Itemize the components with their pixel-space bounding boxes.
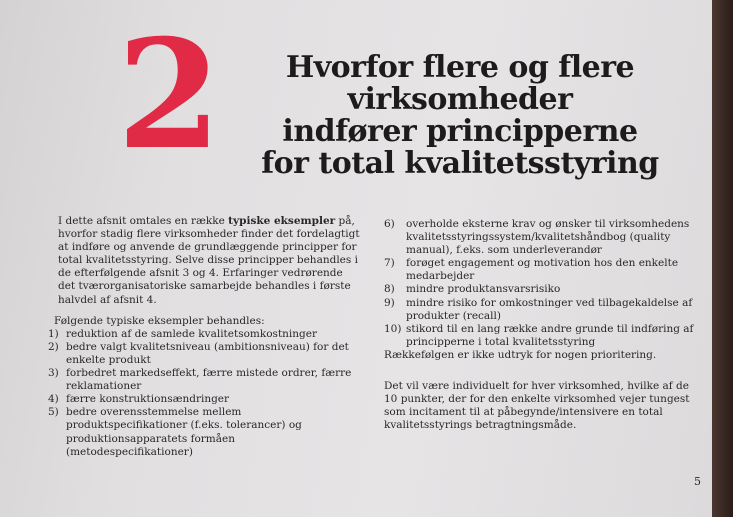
list-item <box>384 297 704 323</box>
item-number: 10) <box>384 322 402 335</box>
list-item <box>384 257 704 283</box>
intro-paragraph <box>58 215 363 307</box>
list-item <box>384 218 704 257</box>
left-column <box>48 215 363 459</box>
list-item <box>48 341 363 367</box>
item-number: 9) <box>384 296 395 309</box>
item-number: 1) <box>48 327 59 340</box>
intro-bold: typiske eksempler <box>228 215 336 227</box>
item-number: 8) <box>384 283 395 296</box>
item-text: bedre overensstemmelse mellem produktspecifikationer (f.eks. tolerancer) og produktionsapparatets formåen (metodespecifikationer) <box>66 406 302 458</box>
item-text: mindre risiko for omkostninger ved tilbagekaldelse af produkter (recall) <box>406 296 693 322</box>
book-edge <box>712 0 733 517</box>
title-line: for total kvalitetsstyring <box>261 146 659 181</box>
item-number: 3) <box>48 367 59 380</box>
list-item <box>48 393 363 406</box>
list-item <box>48 406 363 458</box>
item-number: 7) <box>384 257 395 270</box>
item-number: 2) <box>48 340 59 353</box>
item-number: 5) <box>48 406 59 419</box>
right-column <box>384 218 704 432</box>
title-line: virksomheder <box>347 82 573 117</box>
page-number: 5 <box>694 475 701 488</box>
item-text: færre konstruktionsændringer <box>66 393 230 406</box>
item-number: 4) <box>48 393 59 406</box>
list-lead: Følgende typiske eksempler behandles: <box>54 314 265 327</box>
intro-text-start: I dette afsnit omtales en række <box>58 215 229 227</box>
closing-paragraph: Det vil være individuelt for hver virksomhed, hvilke af de 10 punkter, der for den enkelte virksomhed vejer tungest som incitament til at påbegynde/intensivere en total kvalitetsstyrings betragtningsmåde. <box>384 380 690 432</box>
item-text: forøget engagement og motivation hos den enkelte medarbejder <box>406 257 679 283</box>
item-text: forbedret markedseffekt, færre mistede ordrer, færre reklamationer <box>66 367 352 393</box>
title-line: indfører principperne <box>282 114 638 149</box>
list-item <box>384 323 704 349</box>
item-number: 6) <box>384 218 395 230</box>
list-item <box>48 328 363 341</box>
item-text: bedre valgt kvalitetsniveau (ambitionsniveau) for det enkelte produkt <box>66 340 349 366</box>
list-item <box>384 283 704 296</box>
chapter-title <box>250 52 670 180</box>
order-note: Rækkefølgen er ikke udtryk for nogen prioritering. <box>384 348 657 361</box>
examples-list-right <box>384 218 704 349</box>
list-item <box>48 367 363 393</box>
item-text: stikord til en lang række andre grunde til indføring af principperne i total kvalitetsstyring <box>406 322 694 348</box>
title-line: Hvorfor flere og flere <box>285 50 635 85</box>
chapter-number: 2 <box>117 7 218 183</box>
item-text: mindre produktansvarsrisiko <box>406 283 561 296</box>
item-text: overholde eksterne krav og ønsker til virksomhedens kvalitetsstyringssystem/kvalitetshåndbog (quality manual), f.eks. som underleverandør <box>406 218 690 257</box>
examples-list-left <box>48 328 363 459</box>
intro-text-end: på, hvorfor stadig flere virksomheder finder det fordelagtigt at indføre og anvende de grundlæggende principper for total kvalitetsstyring. Selve disse principper behandles i de efterfølgende afsnit 3 og 4. Erfaringer vedrørende det tværorganisatoriske samarbejde behandles i første halvdel af afsnit 4. <box>58 215 360 306</box>
item-text: reduktion af de samlede kvalitetsomkostninger <box>66 327 318 340</box>
